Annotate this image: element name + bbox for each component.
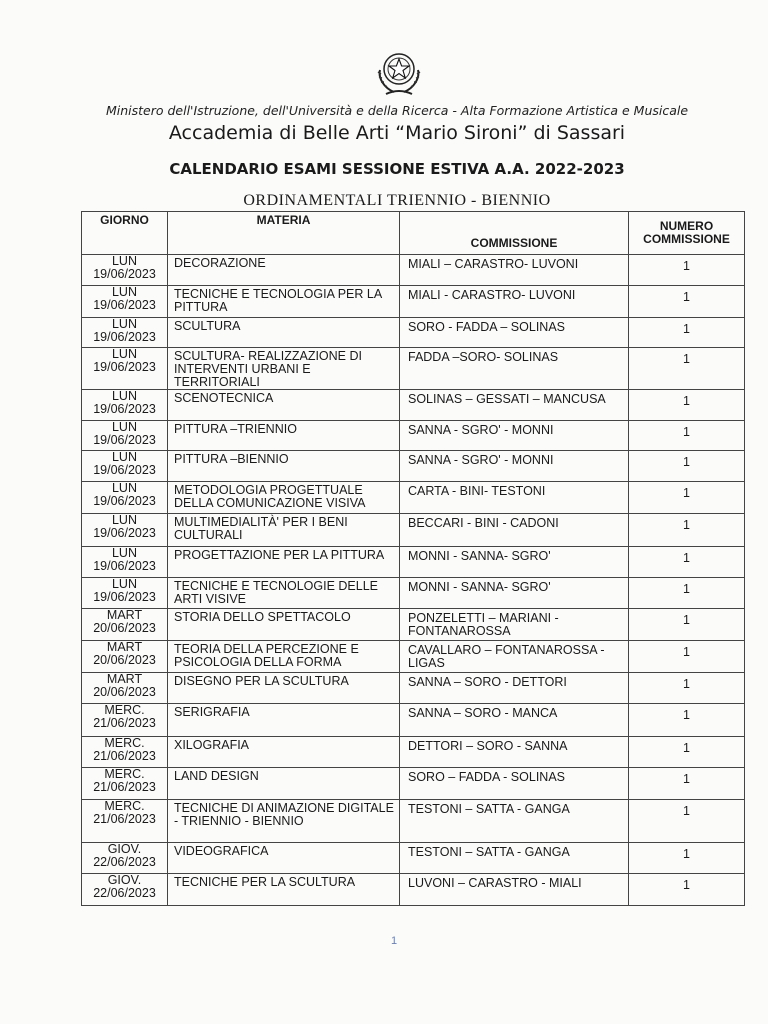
subject-cell: TEORIA DELLA PERCEZIONE E PSICOLOGIA DELLA FORMA — [168, 641, 400, 673]
exam-date: 20/06/2023 — [93, 653, 156, 667]
commission-number-cell: 1 — [629, 547, 745, 578]
column-header-numero-commissione — [629, 212, 745, 255]
commission-cell: SANNA - SGRO' - MONNI — [400, 451, 629, 482]
weekday: LUN — [111, 254, 137, 268]
subject-cell: STORIA DELLO SPETTACOLO — [168, 609, 400, 641]
day-cell — [82, 641, 168, 673]
commission-cell: SOLINAS – GESSATI – MANCUSA — [400, 390, 629, 421]
table-row — [82, 390, 745, 421]
commission-number-cell: 1 — [629, 286, 745, 318]
numero-label: NUMERO — [659, 219, 714, 233]
table-row — [82, 641, 745, 673]
exam-date: 19/06/2023 — [93, 267, 156, 281]
table-row — [82, 514, 745, 547]
ministry-header: Ministero dell'Istruzione, dell'Università e della Ricerca - Alta Formazione Artistica e Musicale — [105, 103, 689, 118]
subject-cell: VIDEOGRAFICA — [168, 843, 400, 874]
day-cell — [82, 390, 168, 421]
exam-date: 19/06/2023 — [93, 360, 156, 374]
commission-cell: MIALI – CARASTRO- LUVONI — [400, 255, 629, 286]
table-row — [82, 482, 745, 514]
commission-number-cell: 1 — [629, 421, 745, 451]
commission-cell: CARTA - BINI- TESTONI — [400, 482, 629, 514]
day-cell — [82, 451, 168, 482]
commission-number-cell: 1 — [629, 514, 745, 547]
commission-number-cell: 1 — [629, 768, 745, 800]
academy-name: Accademia di Belle Arti “Mario Sironi” di Sassari — [168, 122, 626, 144]
weekday: LUN — [111, 481, 137, 495]
commission-number-cell: 1 — [629, 704, 745, 737]
weekday: MART — [106, 672, 143, 686]
commission-cell: FADDA –SORO- SOLINAS — [400, 348, 629, 390]
subject-cell: PITTURA –BIENNIO — [168, 451, 400, 482]
subject-cell: XILOGRAFIA — [168, 737, 400, 768]
day-cell — [82, 874, 168, 906]
exam-date: 21/06/2023 — [93, 812, 156, 826]
day-cell — [82, 286, 168, 318]
weekday: GIOV. — [107, 873, 142, 887]
commission-cell: BECCARI - BINI - CADONI — [400, 514, 629, 547]
exam-date: 19/06/2023 — [93, 463, 156, 477]
subject-cell: METODOLOGIA PROGETTUALE DELLA COMUNICAZIONE VISIVA — [168, 482, 400, 514]
commission-cell: MONNI - SANNA- SGRO' — [400, 547, 629, 578]
exam-date: 22/06/2023 — [93, 855, 156, 869]
page-number: 1 — [391, 935, 398, 947]
day-cell — [82, 578, 168, 609]
subject-cell: DISEGNO PER LA SCULTURA — [168, 673, 400, 704]
weekday: LUN — [111, 389, 137, 403]
exam-date: 19/06/2023 — [93, 433, 156, 447]
commission-number-cell: 1 — [629, 800, 745, 843]
subject-cell: SCENOTECNICA — [168, 390, 400, 421]
subject-cell: SERIGRAFIA — [168, 704, 400, 737]
italian-republic-emblem-icon — [372, 48, 426, 98]
table-row — [82, 673, 745, 704]
table-row — [82, 255, 745, 286]
table-row — [82, 704, 745, 737]
exam-date: 19/06/2023 — [93, 298, 156, 312]
exam-date: 20/06/2023 — [93, 621, 156, 635]
column-header-giorno: GIORNO — [82, 212, 168, 255]
weekday: LUN — [111, 450, 137, 464]
day-cell — [82, 673, 168, 704]
weekday: LUN — [111, 347, 137, 361]
commission-cell: PONZELETTI – MARIANI - FONTANAROSSA — [400, 609, 629, 641]
exam-date: 21/06/2023 — [93, 749, 156, 763]
subject-cell: TECNICHE DI ANIMAZIONE DIGITALE - TRIENNIO - BIENNIO — [168, 800, 400, 843]
commission-number-cell: 1 — [629, 318, 745, 348]
weekday: LUN — [111, 420, 137, 434]
commission-number-cell: 1 — [629, 737, 745, 768]
weekday: LUN — [111, 577, 137, 591]
commission-cell: TESTONI – SATTA - GANGA — [400, 843, 629, 874]
weekday: GIOV. — [107, 842, 142, 856]
commission-cell: DETTORI – SORO - SANNA — [400, 737, 629, 768]
day-cell — [82, 800, 168, 843]
table-row — [82, 286, 745, 318]
table-row — [82, 843, 745, 874]
table-row — [82, 547, 745, 578]
column-header-materia: MATERIA — [168, 212, 400, 255]
weekday: MERC. — [104, 767, 145, 781]
subject-cell: TECNICHE E TECNOLOGIE DELLE ARTI VISIVE — [168, 578, 400, 609]
table-header-row — [82, 212, 745, 255]
table-row — [82, 318, 745, 348]
day-cell — [82, 348, 168, 390]
weekday: MERC. — [104, 799, 145, 813]
weekday: MERC. — [104, 736, 145, 750]
day-cell — [82, 421, 168, 451]
table-row — [82, 737, 745, 768]
subject-cell: MULTIMEDIALITÀ' PER I BENI CULTURALI — [168, 514, 400, 547]
exam-date: 19/06/2023 — [93, 402, 156, 416]
weekday: LUN — [111, 317, 137, 331]
section-title: ORDINAMENTALI TRIENNIO - BIENNIO — [243, 192, 551, 209]
exam-date: 19/06/2023 — [93, 559, 156, 573]
commission-number-cell: 1 — [629, 348, 745, 390]
exam-date: 19/06/2023 — [93, 330, 156, 344]
commission-cell: SANNA – SORO - DETTORI — [400, 673, 629, 704]
day-cell — [82, 547, 168, 578]
commission-number-cell: 1 — [629, 874, 745, 906]
exam-date: 20/06/2023 — [93, 685, 156, 699]
commission-cell: SANNA – SORO - MANCA — [400, 704, 629, 737]
day-cell — [82, 514, 168, 547]
exam-schedule-table — [81, 211, 745, 906]
subject-cell: TECNICHE PER LA SCULTURA — [168, 874, 400, 906]
weekday: LUN — [111, 285, 137, 299]
table-row — [82, 768, 745, 800]
commission-number-cell: 1 — [629, 609, 745, 641]
commission-number-cell: 1 — [629, 578, 745, 609]
weekday: LUN — [111, 546, 137, 560]
day-cell — [82, 768, 168, 800]
table-row — [82, 874, 745, 906]
exam-date: 22/06/2023 — [93, 886, 156, 900]
exam-date: 21/06/2023 — [93, 716, 156, 730]
calendar-title: CALENDARIO ESAMI SESSIONE ESTIVA A.A. 2022-2023 — [169, 160, 625, 178]
commission-cell: SANNA - SGRO' - MONNI — [400, 421, 629, 451]
commission-cell: LUVONI – CARASTRO - MIALI — [400, 874, 629, 906]
exam-date: 21/06/2023 — [93, 780, 156, 794]
table-row — [82, 421, 745, 451]
commission-number-cell: 1 — [629, 482, 745, 514]
subject-cell: SCULTURA- REALIZZAZIONE DI INTERVENTI URBANI E TERRITORIALI — [168, 348, 400, 390]
subject-cell: SCULTURA — [168, 318, 400, 348]
commission-number-cell: 1 — [629, 843, 745, 874]
day-cell — [82, 609, 168, 641]
day-cell — [82, 737, 168, 768]
subject-cell: DECORAZIONE — [168, 255, 400, 286]
weekday: LUN — [111, 513, 137, 527]
commission-number-cell: 1 — [629, 390, 745, 421]
exam-date: 19/06/2023 — [93, 590, 156, 604]
table-row — [82, 578, 745, 609]
table-row — [82, 800, 745, 843]
commission-cell: TESTONI – SATTA - GANGA — [400, 800, 629, 843]
weekday: MART — [106, 608, 143, 622]
weekday: MART — [106, 640, 143, 654]
commission-cell: MIALI - CARASTRO- LUVONI — [400, 286, 629, 318]
table-row — [82, 451, 745, 482]
subject-cell: LAND DESIGN — [168, 768, 400, 800]
commission-number-cell: 1 — [629, 255, 745, 286]
day-cell — [82, 318, 168, 348]
table-row — [82, 609, 745, 641]
commission-cell: SORO - FADDA – SOLINAS — [400, 318, 629, 348]
weekday: MERC. — [104, 703, 145, 717]
commissione-label: COMMISSIONE — [643, 232, 730, 246]
commission-number-cell: 1 — [629, 641, 745, 673]
commission-cell: SORO – FADDA - SOLINAS — [400, 768, 629, 800]
commission-number-cell: 1 — [629, 673, 745, 704]
subject-cell: PROGETTAZIONE PER LA PITTURA — [168, 547, 400, 578]
commission-cell: CAVALLARO – FONTANAROSSA - LIGAS — [400, 641, 629, 673]
day-cell — [82, 704, 168, 737]
day-cell — [82, 843, 168, 874]
subject-cell: TECNICHE E TECNOLOGIA PER LA PITTURA — [168, 286, 400, 318]
commission-number-cell: 1 — [629, 451, 745, 482]
commission-cell: MONNI - SANNA- SGRO' — [400, 578, 629, 609]
table-row — [82, 348, 745, 390]
day-cell — [82, 482, 168, 514]
exam-date: 19/06/2023 — [93, 526, 156, 540]
day-cell — [82, 255, 168, 286]
subject-cell: PITTURA –TRIENNIO — [168, 421, 400, 451]
column-header-commissione: COMMISSIONE — [400, 212, 629, 255]
exam-date: 19/06/2023 — [93, 494, 156, 508]
